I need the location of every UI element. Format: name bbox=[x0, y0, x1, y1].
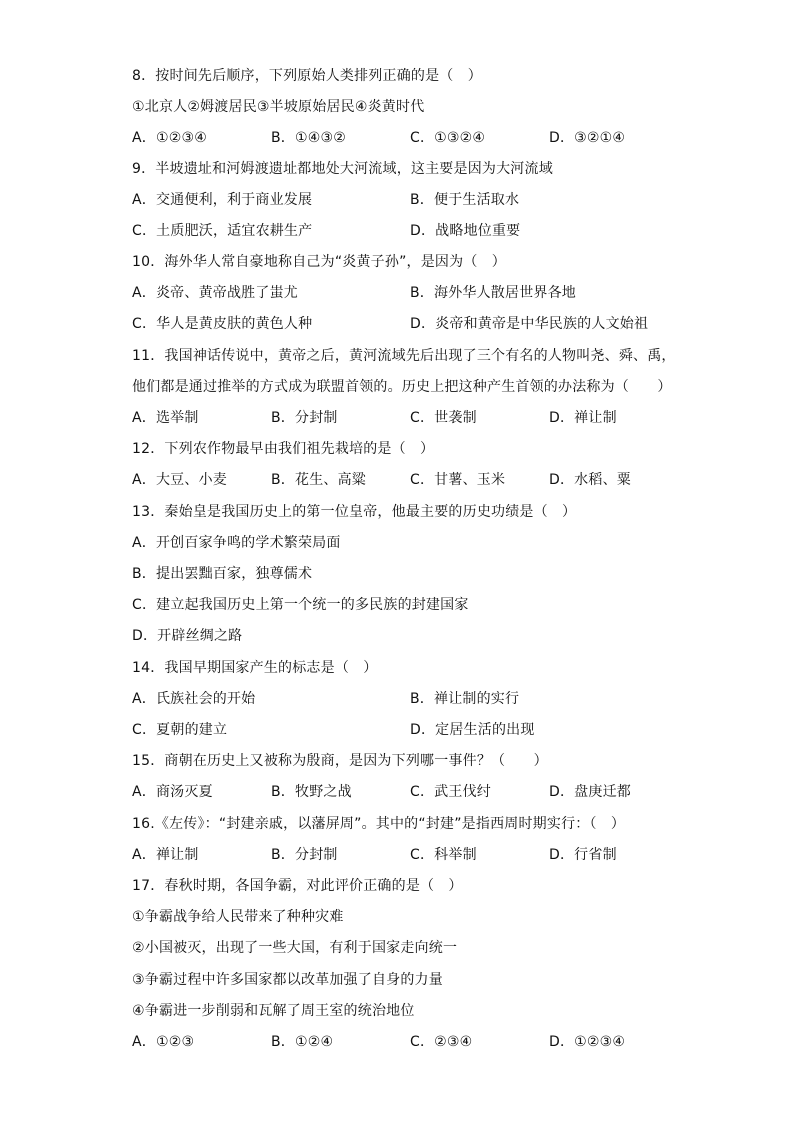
question-15-option-a[interactable]: A．商汤灭夏 bbox=[132, 784, 213, 800]
question-14-option-a[interactable]: A．氏族社会的开始 bbox=[132, 691, 256, 707]
question-11-option-d[interactable]: D．禅让制 bbox=[549, 410, 617, 426]
question-17-statement-3: ③争霸过程中许多国家都以改革加强了自身的力量 bbox=[132, 972, 443, 988]
question-10-stem: 10．海外华人常自豪地称自己为“炎黄子孙”，是因为（ ） bbox=[132, 254, 506, 270]
question-17-statement-4: ④争霸进一步削弱和瓦解了周王室的统治地位 bbox=[132, 1003, 415, 1019]
question-9-option-a[interactable]: A．交通便利，利于商业发展 bbox=[132, 192, 313, 208]
question-9-option-c[interactable]: C．土质肥沃，适宜农耕生产 bbox=[132, 223, 313, 239]
question-12-option-a[interactable]: A．大豆、小麦 bbox=[132, 472, 227, 488]
question-8-option-d[interactable]: D．③②①④ bbox=[549, 130, 626, 146]
question-14-option-d[interactable]: D．定居生活的出现 bbox=[410, 722, 535, 738]
question-16-option-c[interactable]: C．科举制 bbox=[410, 847, 477, 863]
question-13-option-d[interactable]: D．开辟丝绸之路 bbox=[132, 628, 243, 644]
question-15-stem: 15．商朝在历史上又被称为殷商，是因为下列哪一事件？（ ） bbox=[132, 753, 548, 769]
question-17-option-b[interactable]: B．①②④ bbox=[271, 1034, 334, 1050]
question-8-option-a[interactable]: A．①②③④ bbox=[132, 130, 207, 146]
question-17-stem: 17．春秋时期，各国争霸，对此评价正确的是（ ） bbox=[132, 878, 463, 894]
question-13-option-b[interactable]: B．提出罢黜百家，独尊儒术 bbox=[132, 566, 313, 582]
question-13-stem: 13．秦始皇是我国历史上的第一位皇帝，他最主要的历史功绩是（ ） bbox=[132, 504, 577, 520]
question-14-stem: 14．我国早期国家产生的标志是（ ） bbox=[132, 660, 378, 676]
question-9-option-b[interactable]: B．便于生活取水 bbox=[410, 192, 520, 208]
question-16-option-b[interactable]: B．分封制 bbox=[271, 847, 338, 863]
question-10-option-c[interactable]: C．华人是黄皮肤的黄色人种 bbox=[132, 316, 313, 332]
question-13-option-c[interactable]: C．建立起我国历史上第一个统一的多民族的封建国家 bbox=[132, 597, 469, 613]
question-11-option-b[interactable]: B．分封制 bbox=[271, 410, 338, 426]
question-8-option-b[interactable]: B．①④③② bbox=[271, 130, 347, 146]
question-17-option-d[interactable]: D．①②③④ bbox=[549, 1034, 626, 1050]
question-10-option-b[interactable]: B．海外华人散居世界各地 bbox=[410, 285, 577, 301]
question-10-option-a[interactable]: A．炎帝、黄帝战胜了蚩尤 bbox=[132, 285, 298, 301]
question-15-option-d[interactable]: D．盘庚迁都 bbox=[549, 784, 631, 800]
question-8-option-c[interactable]: C．①③②④ bbox=[410, 130, 486, 146]
question-14-option-b[interactable]: B．禅让制的实行 bbox=[410, 691, 520, 707]
question-15-option-c[interactable]: C．武王伐纣 bbox=[410, 784, 491, 800]
question-9-stem: 9．半坡遗址和河姆渡遗址都地处大河流域，这主要是因为大河流域 bbox=[132, 161, 553, 177]
question-13-option-a[interactable]: A．开创百家争鸣的学术繁荣局面 bbox=[132, 535, 341, 551]
question-11-stem-line-1: 11．我国神话传说中，黄帝之后，黄河流域先后出现了三个有名的人物叫尧、舜、禹， bbox=[132, 348, 676, 364]
question-15-option-b[interactable]: B．牧野之战 bbox=[271, 784, 352, 800]
question-17-statement-1: ①争霸战争给人民带来了种种灾难 bbox=[132, 909, 344, 925]
question-11-stem-line-2: 他们都是通过推举的方式成为联盟首领的。历史上把这种产生首领的办法称为（ ） bbox=[132, 379, 672, 395]
question-11-option-c[interactable]: C．世袭制 bbox=[410, 410, 477, 426]
question-14-option-c[interactable]: C．夏朝的建立 bbox=[132, 722, 228, 738]
question-11-option-a[interactable]: A．选举制 bbox=[132, 410, 199, 426]
question-10-option-d[interactable]: D．炎帝和黄帝是中华民族的人文始祖 bbox=[410, 316, 649, 332]
question-17-statement-2: ②小国被灭，出现了一些大国，有利于国家走向统一 bbox=[132, 940, 458, 956]
question-8-stem: 8．按时间先后顺序，下列原始人类排列正确的是（ ） bbox=[132, 68, 482, 84]
question-17-option-c[interactable]: C．②③④ bbox=[410, 1034, 473, 1050]
question-16-option-d[interactable]: D．行省制 bbox=[549, 847, 617, 863]
question-17-option-a[interactable]: A．①②③ bbox=[132, 1034, 195, 1050]
question-9-option-d[interactable]: D．战略地位重要 bbox=[410, 223, 521, 239]
question-16-option-a[interactable]: A．禅让制 bbox=[132, 847, 199, 863]
question-12-option-b[interactable]: B．花生、高粱 bbox=[271, 472, 367, 488]
question-12-option-d[interactable]: D．水稻、粟 bbox=[549, 472, 631, 488]
question-12-option-c[interactable]: C．甘薯、玉米 bbox=[410, 472, 506, 488]
question-16-stem: 16.《左传》：“封建亲戚，以藩屏周”。其中的“封建”是指西周时期实行：（ ） bbox=[132, 816, 626, 832]
question-8-items: ①北京人②姆渡居民③半坡原始居民④炎黄时代 bbox=[132, 99, 425, 115]
question-12-stem: 12．下列农作物最早由我们祖先栽培的是（ ） bbox=[132, 441, 435, 457]
